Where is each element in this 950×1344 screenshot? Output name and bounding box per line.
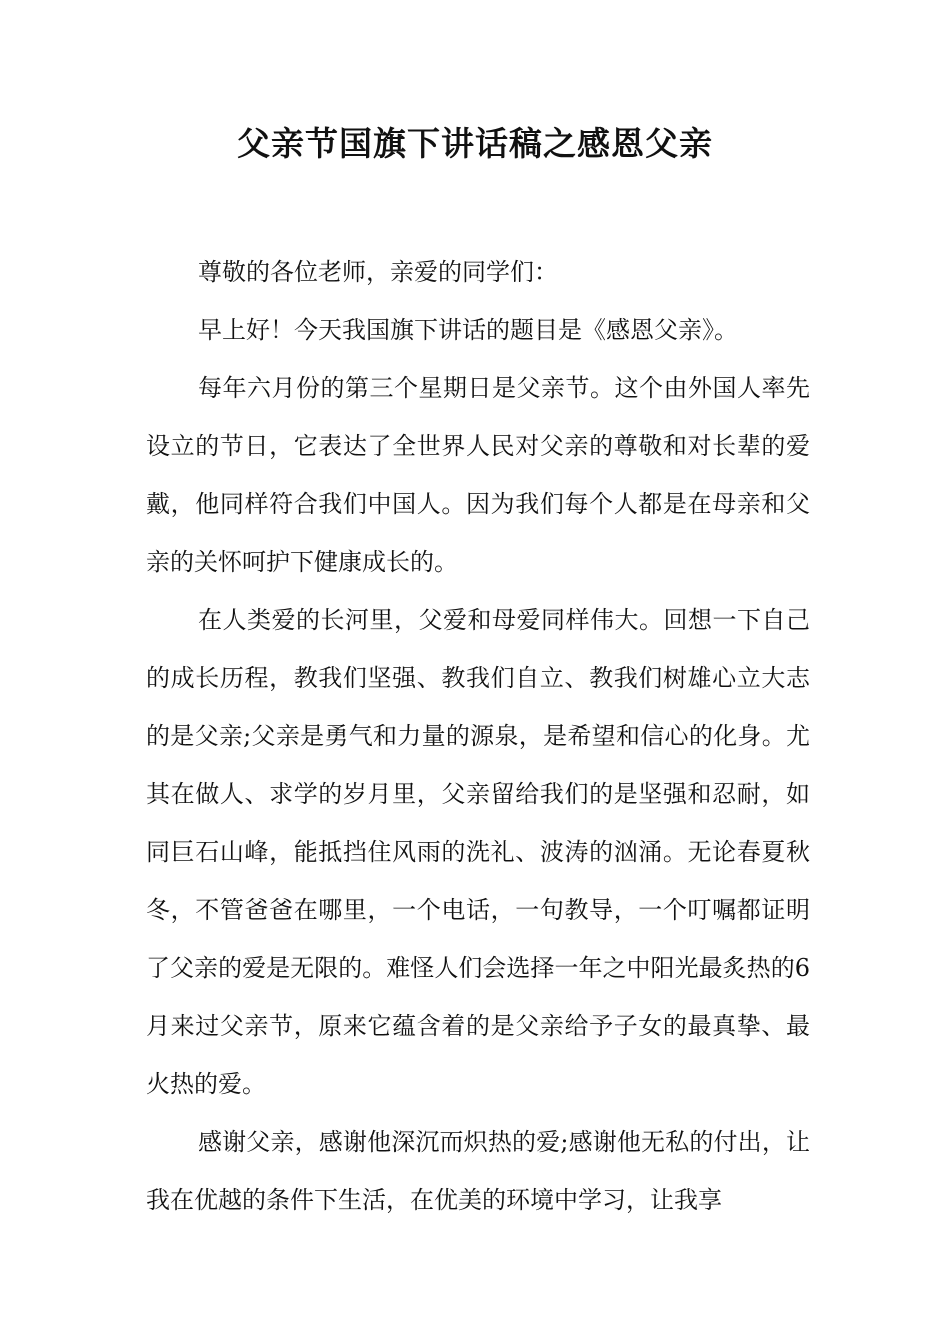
document-title: 父亲节国旗下讲话稿之感恩父亲 (237, 124, 713, 163)
paragraph-gratitude: 感谢父亲，感谢他深沉而炽热的爱;感谢他无私的付出，让我在优越的条件下生活，在优美的环境中学习，让我享 (146, 1128, 810, 1214)
paragraph-opening: 早上好！今天我国旗下讲话的题目是《感恩父亲》。 (198, 316, 738, 344)
paragraph-greeting: 尊敬的各位老师，亲爱的同学们： (198, 258, 558, 286)
document-body (146, 243, 810, 1229)
paragraph-fathers-love: 在人类爱的长河里，父爱和母爱同样伟大。回想一下自己的成长历程，教我们坚强、教我们自立、教我们树雄心立大志的是父亲;父亲是勇气和力量的源泉，是希望和信心的化身。尤其在做人、求学的岁月里，父亲留给我们的是坚强和忍耐，如同巨石山峰，能抵挡住风雨的洗礼、波涛的汹涌。无论春夏秋冬，不管爸爸在哪里，一个电话，一句教导，一个叮嘱都证明了父亲的爱是无限的。难怪人们会选择一年之中阳光最炙热的6月来过父亲节，原来它蕴含着的是父亲给予子女的最真挚、最火热的爱。 (146, 606, 810, 1098)
paragraph-fathers-day: 每年六月份的第三个星期日是父亲节。这个由外国人率先设立的节日，它表达了全世界人民对父亲的尊敬和对长辈的爱戴，他同样符合我们中国人。因为我们每个人都是在母亲和父亲的关怀呵护下健康成长的。 (146, 374, 810, 576)
